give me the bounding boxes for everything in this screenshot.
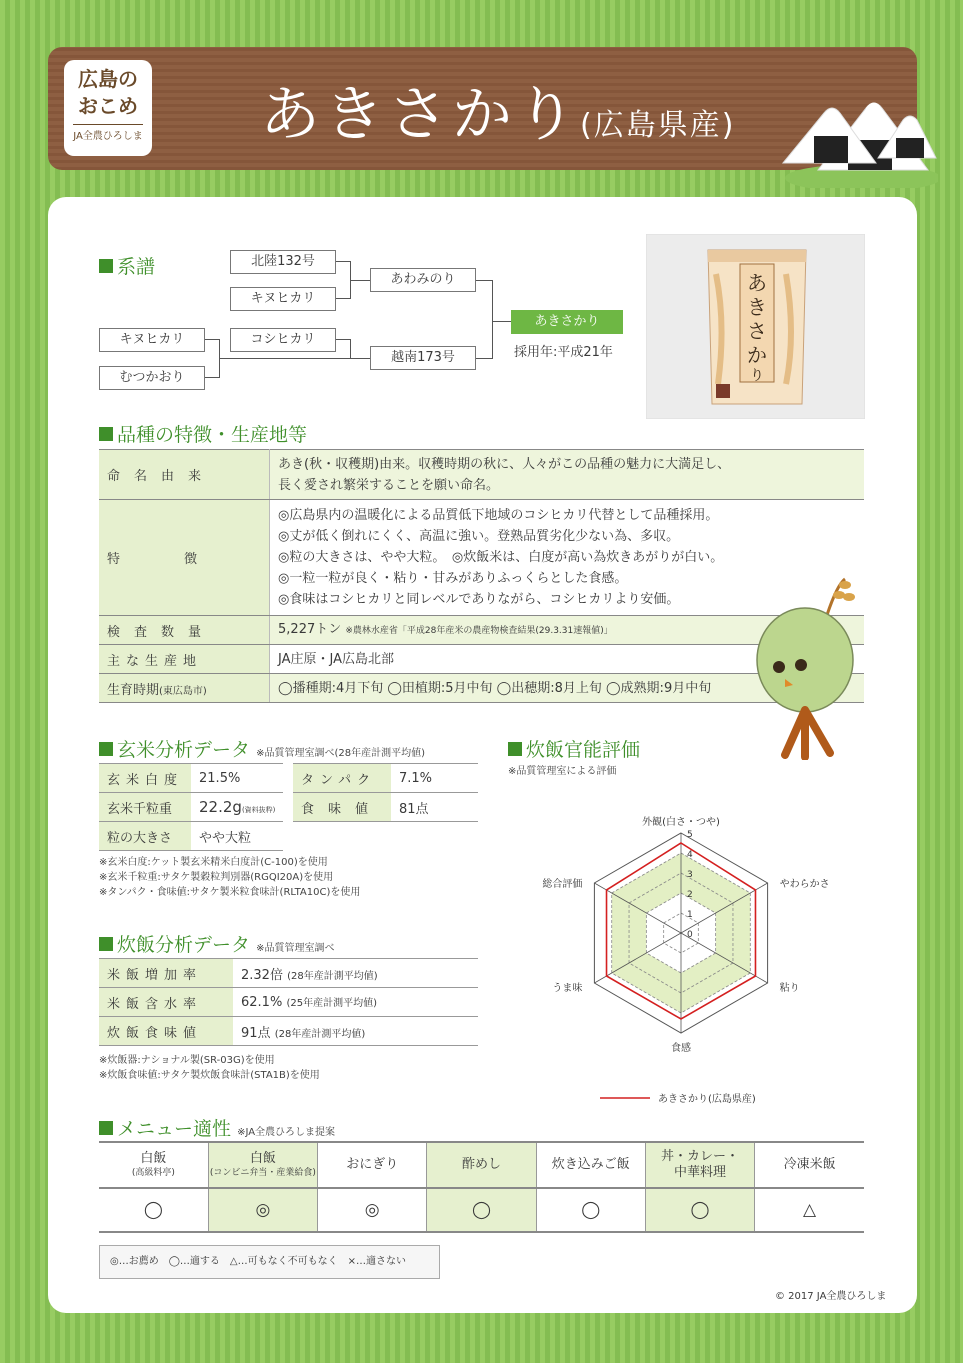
menu-mark: ◎: [208, 1188, 317, 1232]
table-row: 米飯増加率 2.32倍 (28年産計測平均値): [99, 959, 478, 988]
menu-item: おにぎり: [318, 1142, 427, 1188]
svg-text:さ: さ: [747, 319, 767, 343]
row-value: ◎広島県内の温暖化による品質低下地域のコシヒカリ代替として品種採用。 ◎丈が低く倒れにくく、高温に強い。登熟品質劣化少ない為、多収。 ◎粒の大きさは、やや大粒。 ◎炊飯米は、白度が高い為炊きあがりが白い。 ◎一粒一粒が良く・粘り・甘みがありふっくらとした食感。 ◎食味はコシヒカリと同レベルでありながら、コシヒカリより安価。: [270, 500, 864, 616]
menu-legend: ◎…お薦め ◯…適する △…可もなく不可もなく ×…適さない: [99, 1245, 440, 1279]
section-heading-cooked-rice: 炊飯分析データ ※品質管理室調べ: [99, 930, 334, 957]
section-heading-sensory: 炊飯官能評価: [508, 735, 640, 762]
pedigree-line: [476, 358, 492, 359]
svg-text:か: か: [747, 343, 767, 367]
table-row: 粒の大きさ やや大粒: [99, 822, 283, 851]
radar-axis-label: 粘り: [779, 983, 800, 994]
logo-line1: 広島の: [78, 67, 138, 91]
menu-item: 白飯 (コンビニ弁当・産業給食): [208, 1142, 317, 1188]
node-kinuhikari-2: キヌヒカリ: [99, 328, 205, 352]
section-heading-brown-rice: 玄米分析データ ※品質管理室調べ(28年産計測平均値): [99, 735, 425, 762]
pedigree-line: [205, 377, 219, 378]
menu-mark: ◎: [318, 1188, 427, 1232]
menu-item: 酢めし: [427, 1142, 536, 1188]
menu-mark: ◯: [645, 1188, 754, 1232]
radar-axis-label: 総合評価: [542, 879, 583, 890]
radar-tick-label: 2: [687, 890, 693, 900]
svg-text:あ: あ: [747, 271, 767, 295]
brown-rice-table-left: [99, 763, 283, 851]
brown-rice-notes: ※玄米白度:ケット製玄米精米白度計(C-100)を使用 ※玄米千粒重:サタケ製穀粒判別器(RGQI20A)を使用 ※タンパク・食味値:サタケ製米粒食味計(RLTA10C)を使用: [99, 857, 361, 898]
menu-mark: ◯: [536, 1188, 645, 1232]
svg-text:き: き: [747, 295, 767, 319]
cooked-rice-notes: ※炊飯器:ナショナル製(SR-03G)を使用 ※炊飯食味値:サタケ製炊飯食味計(STA1B)を使用: [99, 1055, 320, 1081]
node-etsunan: 越南173号: [370, 346, 476, 370]
table-row: 米飯含水率 62.1% (25年産計測平均値): [99, 988, 478, 1017]
row-key: 生育時期(東広島市): [99, 674, 270, 703]
sensory-note: ※品質管理室による評価: [508, 766, 617, 777]
section-heading-menu: メニュー適性 ※JA全農ひろしま提案: [99, 1114, 335, 1141]
node-akisakari: あきさかり: [511, 310, 623, 334]
pedigree-line: [336, 298, 350, 299]
menu-mark-row: [99, 1188, 864, 1232]
menu-mark: △: [755, 1188, 864, 1232]
node-kinuhikari-1: キヌヒカリ: [230, 287, 336, 311]
pedigree-line: [350, 339, 351, 359]
radar-legend-label: あきさかり(広島県産): [658, 1094, 756, 1105]
row-value: JA庄原・JA広島北部: [270, 645, 864, 674]
node-mutsukaori: むつかおり: [99, 366, 205, 390]
pedigree-line: [476, 280, 492, 281]
row-key: 特徴: [99, 500, 270, 616]
table-row: タンパク 7.1%: [293, 764, 478, 793]
row-value: 5,227トン ※農林水産省「平成28年産米の農産物検査結果(29.3.31速報値)」: [270, 616, 864, 645]
onigiri-icon: [778, 68, 938, 188]
menu-mark: ◯: [99, 1188, 208, 1232]
menu-item: 白飯 (高級料亭): [99, 1142, 208, 1188]
pedigree-line: [336, 261, 350, 262]
copyright: © 2017 JA全農ひろしま: [775, 1291, 887, 1302]
radar-axis-label: やわらかさ: [779, 879, 830, 890]
node-awamimori: あわみのり: [370, 268, 476, 292]
table-row: 炊飯食味値 91点 (28年産計測平均値): [99, 1017, 478, 1046]
table-row: 食味値 81点: [293, 793, 478, 822]
menu-item: 炊き込みご飯: [536, 1142, 645, 1188]
mascot-icon: [745, 575, 865, 760]
page-title: [260, 67, 735, 153]
radar-tick-label: 0: [687, 930, 693, 940]
radar-tick-label: 3: [687, 870, 693, 880]
menu-mark: ◯: [427, 1188, 536, 1232]
radar-tick-label: 5: [687, 830, 693, 840]
title-main: あきさかり: [260, 80, 580, 150]
pedigree-line: [492, 280, 493, 359]
radar-axis-label: 食感: [671, 1043, 691, 1054]
table-row: 玄米千粒重 22.2g(資料抜粋): [99, 793, 283, 822]
node-koshihikari: コシヒカリ: [230, 328, 336, 352]
adopted-year: 採用年:平成21年: [514, 345, 613, 360]
radar-tick-label: 4: [687, 850, 693, 860]
radar-tick-label: 1: [687, 910, 693, 920]
logo-line3: JA全農ひろしま: [73, 124, 143, 142]
node-hokuriku: 北陸132号: [230, 250, 336, 274]
brown-rice-table-right: [293, 763, 478, 822]
menu-header-row: [99, 1142, 864, 1188]
rice-bag-image: [646, 234, 865, 419]
row-value: ◯播種期:4月下旬 ◯田植期:5月中旬 ◯出穂期:8月上旬 ◯成熟期:9月中旬: [270, 674, 864, 703]
title-sub: (広島県産): [580, 108, 736, 143]
row-key: 命名由来: [99, 450, 270, 500]
pedigree-line: [205, 339, 219, 340]
radar-axis-label: 外観(白さ・つや): [642, 817, 720, 828]
table-row: [99, 450, 864, 500]
pedigree-line: [336, 339, 350, 340]
cooked-rice-table: [99, 958, 478, 1046]
section-heading-pedigree: 系譜: [99, 252, 155, 279]
row-key: 検査数量: [99, 616, 270, 645]
section-heading-characteristics: 品種の特徴・生産地等: [99, 420, 307, 447]
radar-axis-label: うま味: [552, 983, 583, 994]
ja-logo: [64, 60, 152, 156]
menu-table: [99, 1141, 864, 1233]
menu-item: 丼・カレー・ 中華料理: [645, 1142, 754, 1188]
svg-text:り: り: [750, 368, 764, 384]
pedigree-line: [350, 280, 370, 281]
table-row: 玄米白度 21.5%: [99, 764, 283, 793]
radar-chart: [510, 785, 860, 1110]
menu-item: 冷凍米飯: [755, 1142, 864, 1188]
logo-line2: おこめ: [78, 94, 138, 118]
pedigree-line: [492, 321, 511, 322]
pedigree-line: [219, 358, 370, 359]
row-key: 主な生産地: [99, 645, 270, 674]
row-value: あき(秋・収穫期)由来。収穫時期の秋に、人々がこの品種の魅力に大満足し、 長く愛され繁栄することを願い命名。: [270, 450, 864, 500]
